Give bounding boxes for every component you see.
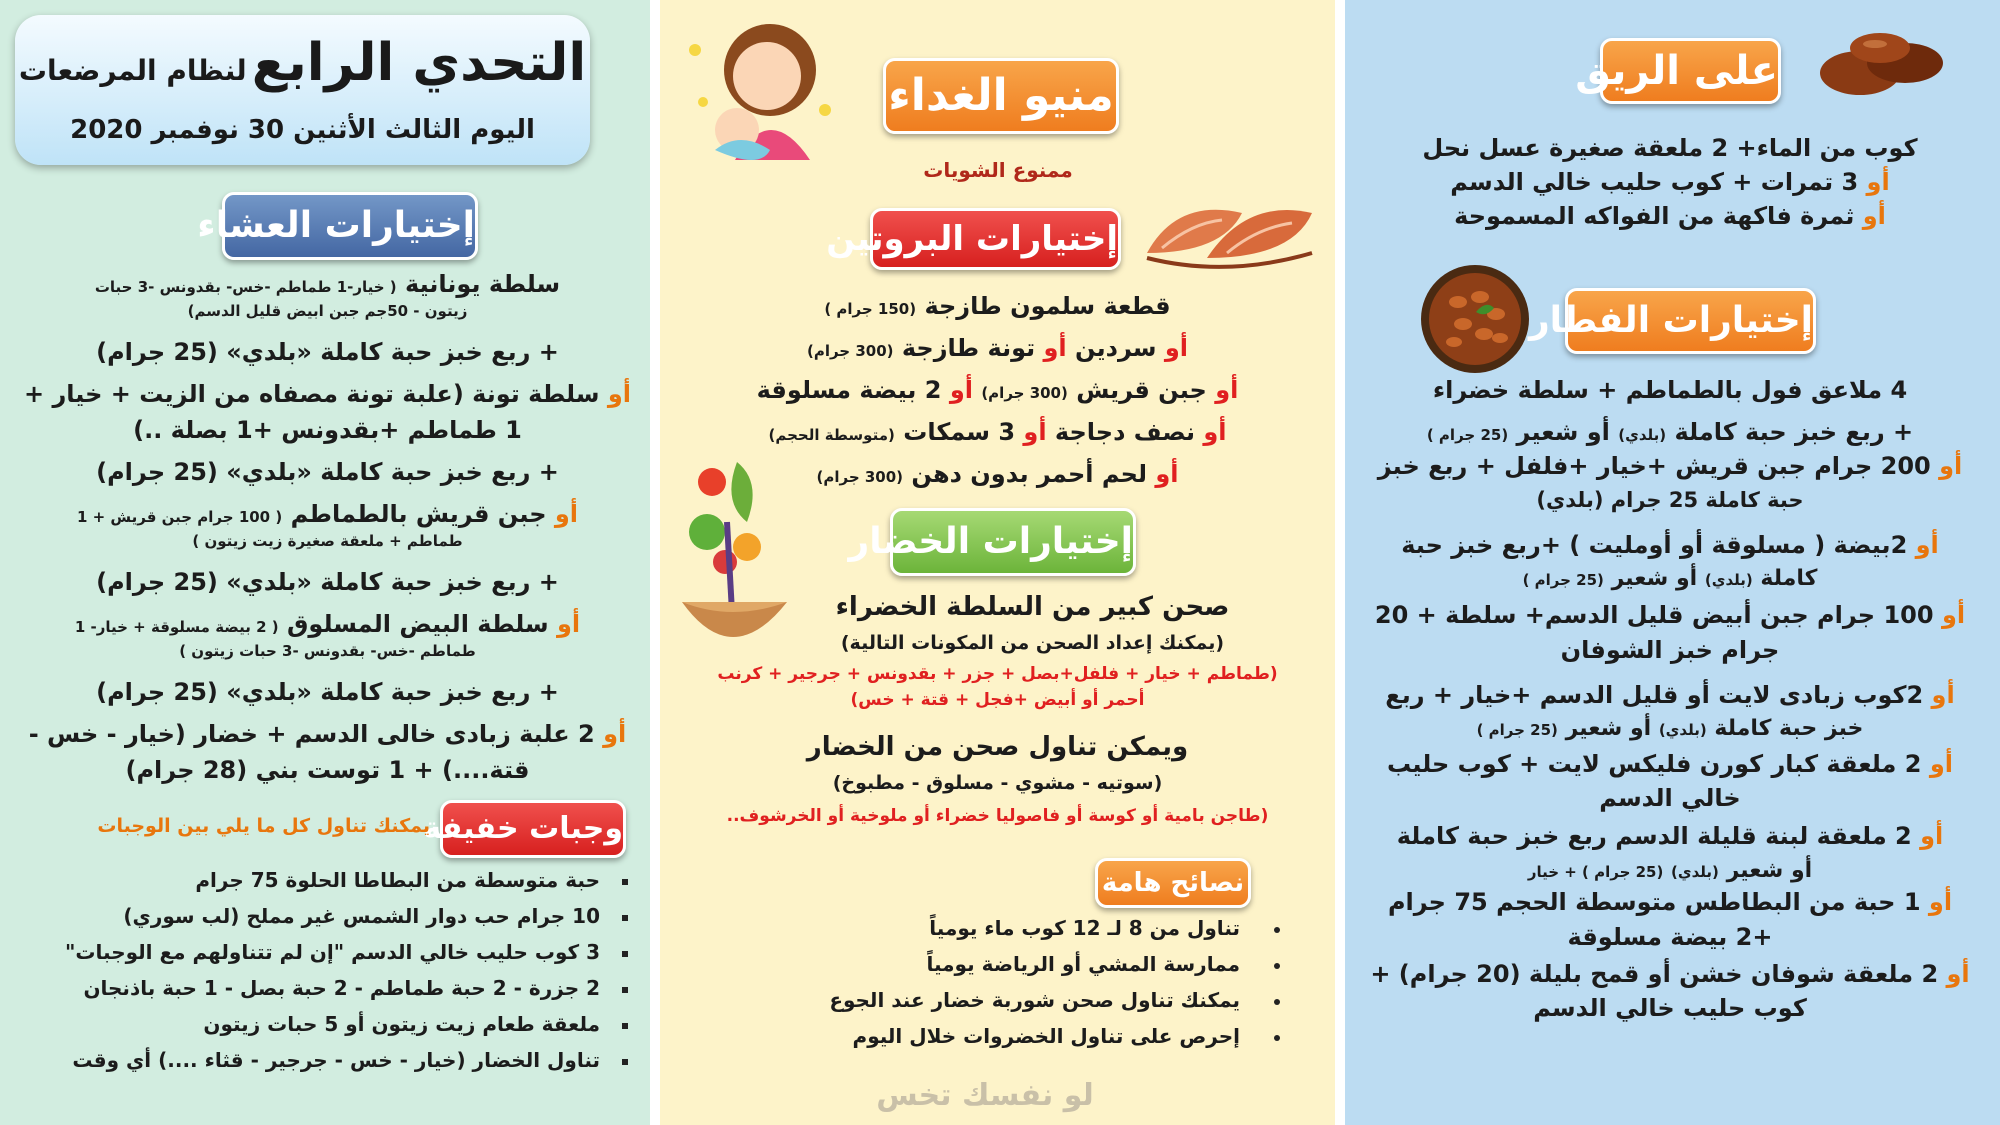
middle-column: [655, 0, 1340, 1125]
veg-label: إختيارات الخضار: [890, 508, 1136, 576]
breakfast-label: إختيارات الفطار: [1565, 288, 1816, 354]
breakfast-line-4: حبة كاملة 25 جرام (بلدي): [1536, 488, 1804, 512]
breakfast-line-13: أو 2 ملعقة لبنة قليلة الدسم ربع خبز حبة كاملة: [1396, 822, 1944, 850]
cooked-items: (طاجن بامية أو كوسة أو فاصوليا خضراء أو ملوخية أو الخرشوف..: [726, 806, 1269, 826]
no-grill-note: ممنوع الشويات: [923, 158, 1073, 182]
breakfast-line-6: كاملة (بلدي) أو شعير (25 جرام ): [1522, 566, 1818, 591]
cooked-title: ويمكن تناول صحن من الخضار: [806, 732, 1189, 762]
breakfast-line-16: +2 بيضة مسلوقة: [1567, 923, 1773, 951]
column-divider: [1335, 0, 1345, 1125]
snack-item: ملعقة طعام زيت زيتون أو 5 حبات زيتون: [20, 1012, 600, 1048]
breakfast-line-3: أو 200 جرام جبن قريش +خيار +فلفل + ربع خبز: [1377, 452, 1963, 480]
breakfast-line-5: أو 2بيضة ( مسلوقة أو أومليت ) +ربع خبز حبة: [1401, 531, 1939, 559]
protein-line-5: أو لحم أحمر بدون دهن (300 جرام): [816, 460, 1179, 488]
dinner-line-3: + ربع خبز حبة كاملة «بلدي» (25 جرام): [96, 338, 559, 366]
dinner-line-9: + ربع خبز حبة كاملة «بلدي» (25 جرام): [96, 568, 559, 596]
breakfast-line-10: خبز حبة كاملة (بلدي) أو شعير (25 جرام ): [1476, 716, 1864, 741]
dinner-line-4: أو سلطة تونة (علبة تونة مصفاه من الزيت + خيار +: [24, 380, 631, 408]
protein-line-1: قطعة سلمون طازجة (150 جرام ): [824, 292, 1171, 320]
protein-label: إختيارات البروتين: [870, 208, 1121, 270]
snack-item: 3 كوب حليب خالي الدسم "إن لم تتناولهم مع الوجبات": [20, 940, 600, 976]
breakfast-line-9: أو 2كوب زبادى لايت أو قليل الدسم +خيار + ربع: [1385, 681, 1955, 709]
beans-bowl-icon: [1418, 262, 1533, 377]
right-column: [1340, 0, 2000, 1125]
snack-item: 10 جرام حب دوار الشمس غير مملح (لب سوري): [20, 904, 600, 940]
breakfast-line-8: جرام خبز الشوفان: [1560, 636, 1780, 664]
dinner-line-10: أو سلطة البيض المسلوق ( 2 بيضة مسلوقة + خيار- 1: [74, 610, 581, 638]
tip-item: تناول من 8 لـ 12 كوب ماء يومياً: [780, 916, 1240, 952]
column-divider: [650, 0, 660, 1125]
dinner-line-6: + ربع خبز حبة كاملة «بلدي» (25 جرام): [96, 458, 559, 486]
dinner-label: إختيارات العشاء: [222, 192, 478, 260]
protein-line-2: أو سردين أو تونة طازجة (300 جرام): [806, 334, 1188, 362]
mother-baby-icon: [675, 10, 845, 180]
dinner-line-7: أو جبن قريش بالطماطم ( 100 جرام جبن قريش + 1: [76, 500, 579, 528]
dinner-line-5: 1 طماطم +بقدونس +1 بصلة ..): [133, 416, 522, 444]
fasting-line-2: أو 3 تمرات + كوب حليب خالي الدسم: [1450, 168, 1890, 196]
tip-item: يمكنك تناول صحن شوربة خضار عند الجوع: [780, 988, 1240, 1024]
protein-line-4: أو نصف دجاجة أو 3 سمكات (متوسطة الحجم): [768, 418, 1227, 446]
breakfast-line-1: 4 ملاعق فول بالطماطم + سلطة خضراء: [1432, 376, 1908, 404]
salad-items-2: أحمر أو أبيض +فجل + قتة + خس): [850, 690, 1145, 710]
breakfast-line-17: أو 2 ملعقة شوفان خشن أو قمح بليلة (20 جرام) +: [1370, 960, 1970, 988]
salad-items-1: (طماطم + خيار + فلفل+بصل + جزر + بقدونس + جرجير + كرنب: [717, 664, 1278, 684]
title-side: لنظام المرضعات: [18, 54, 247, 87]
snacks-label: وجبات خفيفة: [440, 800, 626, 858]
breakfast-line-12: خالي الدسم: [1599, 784, 1741, 812]
dinner-line-14: قتة....) + 1 توست بني (28 جرام): [125, 756, 530, 784]
fasting-line-1: كوب من الماء+ 2 ملعقة صغيرة عسل نحل: [1422, 134, 1918, 162]
salad-bowl-icon: [677, 452, 792, 652]
breakfast-line-2: + ربع خبز حبة كاملة (بلدي) أو شعير (25 جرام ): [1426, 418, 1914, 446]
dates-icon: [1805, 18, 1955, 108]
breakfast-line-18: كوب حليب خالي الدسم: [1533, 994, 1807, 1022]
dinner-line-13: أو 2 علبة زبادى خالى الدسم + خضار (خيار - خس -: [28, 720, 627, 748]
snacks-list: [20, 868, 600, 1084]
dinner-line-11: طماطم -خس- بقدونس -3 حبات زيتون ): [179, 642, 476, 660]
tip-item: ممارسة المشي أو الرياضة يومياً: [780, 952, 1240, 988]
date-line: اليوم الثالث الأثنين 30 نوفمبر 2020: [70, 115, 535, 145]
cooked-sub: (سوتيه - مشوي - مسلوق - مطبوخ): [832, 772, 1163, 794]
salmon-icon: [1137, 178, 1322, 283]
fasting-line-3: أو ثمرة فاكهة من الفواكه المسموحة: [1454, 202, 1886, 230]
dinner-line-2: زيتون - 50جم جبن ابيض قليل الدسم): [187, 302, 468, 320]
tips-label: نصائح هامة: [1095, 858, 1251, 908]
breakfast-line-11: أو 2 ملعقة كبار كورن فليكس لايت + كوب حليب: [1387, 750, 1953, 778]
title: [15, 33, 590, 93]
tip-item: إحرص على تناول الخضروات خلال اليوم: [780, 1024, 1240, 1060]
breakfast-line-14: أو شعير (بلدي) (25 جرام ) + خيار: [1527, 858, 1813, 883]
snack-item: 2 جزرة - 2 حبة طماطم - 2 حبة بصل - 1 حبة باذنجان: [20, 976, 600, 1012]
breakfast-line-15: أو 1 حبة من البطاطس متوسطة الحجم 75 جرام: [1387, 888, 1953, 916]
protein-line-3: أو جبن قريش (300 جرام) أو 2 بيضة مسلوقة: [756, 376, 1239, 404]
snack-item: حبة متوسطة من البطاطا الحلوة 75 جرام: [20, 868, 600, 904]
breakfast-line-7: أو 100 جرام جبن أبيض قليل الدسم+ سلطة + 20: [1374, 601, 1966, 629]
dinner-line-12: + ربع خبز حبة كاملة «بلدي» (25 جرام): [96, 678, 559, 706]
left-column: [0, 0, 655, 1125]
title-box: [15, 15, 590, 165]
dinner-line-8: طماطم + ملعقة صغيرة زيت زيتون ): [192, 532, 463, 550]
salad-sub: (يمكنك إعداد الصحن من المكونات التالية): [840, 632, 1225, 654]
title-main: التحدي الرابع: [251, 33, 587, 93]
fasting-label: على الريق: [1600, 38, 1781, 104]
snack-item: تناول الخضار (خيار - خس - جرجير - قثاء ....) أي وقت: [20, 1048, 600, 1084]
dinner-line-1: سلطة يونانية ( خيار-1 طماطم -خس- بقدونس -3 حبات: [94, 270, 561, 298]
snacks-note: يمكنك تناول كل ما يلي بين الوجبات: [97, 815, 430, 837]
tips-list: [780, 916, 1240, 1060]
lunch-label: منيو الغداء: [883, 58, 1119, 134]
brand-watermark: لو نفسك تخس: [876, 1078, 1094, 1113]
salad-title: صحن كبير من السلطة الخضراء: [835, 592, 1230, 622]
